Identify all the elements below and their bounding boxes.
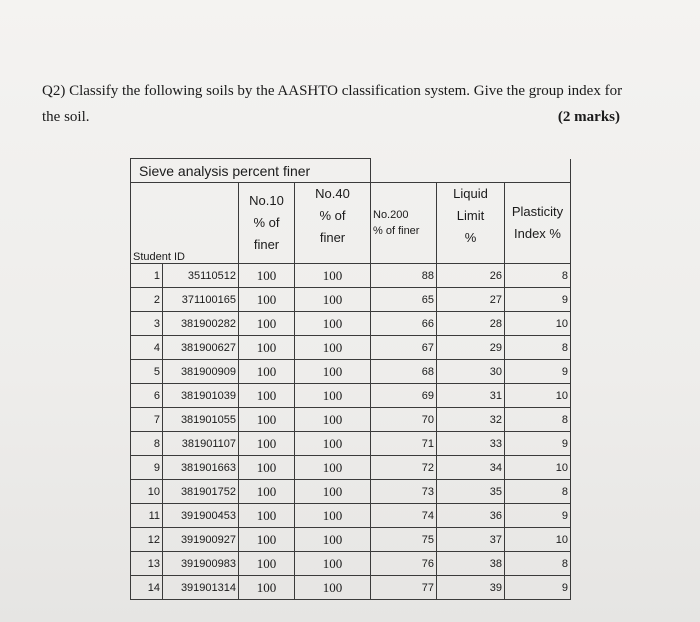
no10-value: 100 [239,432,295,456]
liquid-limit-value: 32 [437,408,505,432]
liquid-limit-value: 35 [437,480,505,504]
question-line-1: Q2) Classify the following soils by the AASHTO classification system. Give the group index for [42,83,623,99]
table-row [131,408,571,432]
no40-value: 100 [295,384,371,408]
no10-value: 100 [239,312,295,336]
table-row [131,576,571,600]
table-row [131,288,571,312]
plasticity-index-value: 10 [505,528,571,552]
no10-value: 100 [239,288,295,312]
no200-value: 74 [371,504,437,528]
liquid-limit-value: 34 [437,456,505,480]
no200-value: 77 [371,576,437,600]
liquid-header-2: Limit [456,208,485,223]
question-text [42,78,642,130]
plasticity-header-1: Plasticity [511,204,564,219]
plasticity-index-value: 9 [505,504,571,528]
no40-header-3: finer [319,230,346,245]
no200-value: 67 [371,336,437,360]
student-id: 381901107 [163,432,239,456]
liquid-header-1: Liquid [453,186,488,201]
student-id-label: Student ID [133,251,185,263]
no200-value: 70 [371,408,437,432]
no40-value: 100 [295,264,371,288]
no10-header-2: % of [253,215,280,230]
plasticity-header-2: Index % [514,226,561,241]
no10-value: 100 [239,504,295,528]
row-number: 11 [131,504,163,528]
row-number: 10 [131,480,163,504]
no40-value: 100 [295,576,371,600]
student-id: 381900282 [163,312,239,336]
no200-header-2: % of finer [373,225,420,237]
no40-value: 100 [295,432,371,456]
plasticity-index-value: 10 [505,456,571,480]
no10-value: 100 [239,528,295,552]
student-id: 391900983 [163,552,239,576]
liquid-limit-value: 28 [437,312,505,336]
liquid-limit-value: 27 [437,288,505,312]
liquid-limit-header [437,183,505,264]
row-number: 9 [131,456,163,480]
row-number: 4 [131,336,163,360]
row-number: 13 [131,552,163,576]
table-row [131,312,571,336]
table-row [131,456,571,480]
no10-value: 100 [239,456,295,480]
liquid-limit-value: 30 [437,360,505,384]
no10-header-1: No.10 [249,193,284,208]
row-number: 14 [131,576,163,600]
liquid-limit-value: 37 [437,528,505,552]
student-id: 381900627 [163,336,239,360]
table-row [131,528,571,552]
no10-value: 100 [239,552,295,576]
liquid-limit-value: 38 [437,552,505,576]
table-title: Sieve analysis percent finer [131,159,371,183]
no40-header [295,183,371,264]
no40-value: 100 [295,336,371,360]
no200-value: 75 [371,528,437,552]
plasticity-index-value: 8 [505,336,571,360]
question-line-2-text: the soil. [42,109,90,125]
student-id: 391901314 [163,576,239,600]
no200-value: 76 [371,552,437,576]
no200-value: 88 [371,264,437,288]
plasticity-index-value: 9 [505,432,571,456]
row-number: 7 [131,408,163,432]
no200-value: 73 [371,480,437,504]
liquid-limit-value: 36 [437,504,505,528]
row-number: 2 [131,288,163,312]
no40-header-2: % of [319,208,346,223]
no40-value: 100 [295,360,371,384]
no10-value: 100 [239,264,295,288]
student-id: 35110512 [163,264,239,288]
student-id: 391900453 [163,504,239,528]
no200-header-1: No.200 [373,209,409,221]
question-line-2 [42,104,620,130]
no10-value: 100 [239,360,295,384]
no40-value: 100 [295,408,371,432]
liquid-limit-value: 39 [437,576,505,600]
row-number: 5 [131,360,163,384]
plasticity-index-value: 8 [505,264,571,288]
no10-value: 100 [239,336,295,360]
plasticity-index-value: 10 [505,384,571,408]
no40-value: 100 [295,480,371,504]
no200-value: 72 [371,456,437,480]
table-row [131,384,571,408]
plasticity-index-header [505,183,571,264]
no10-header [239,183,295,264]
no40-value: 100 [295,312,371,336]
row-number: 1 [131,264,163,288]
row-number: 3 [131,312,163,336]
table-row [131,504,571,528]
no200-header [371,183,437,264]
liquid-header-3: % [464,230,477,245]
liquid-limit-value: 26 [437,264,505,288]
question-marks: (2 marks) [557,109,620,125]
student-id: 381900909 [163,360,239,384]
student-id: 381901663 [163,456,239,480]
plasticity-index-value: 10 [505,312,571,336]
no200-value: 66 [371,312,437,336]
liquid-limit-value: 29 [437,336,505,360]
liquid-limit-value: 33 [437,432,505,456]
plasticity-index-value: 8 [505,480,571,504]
no40-value: 100 [295,528,371,552]
table-row [131,552,571,576]
soil-table-body [131,159,571,600]
student-id: 381901039 [163,384,239,408]
no200-value: 65 [371,288,437,312]
table-row [131,480,571,504]
no200-value: 68 [371,360,437,384]
student-id: 381901055 [163,408,239,432]
plasticity-index-value: 9 [505,360,571,384]
no40-value: 100 [295,288,371,312]
soil-data-sheet [130,158,571,600]
table-header-row [131,183,571,264]
no10-value: 100 [239,408,295,432]
table-row [131,264,571,288]
row-number: 12 [131,528,163,552]
table-row [131,336,571,360]
row-number: 6 [131,384,163,408]
no10-value: 100 [239,576,295,600]
table-row [131,360,571,384]
plasticity-index-value: 9 [505,576,571,600]
table-row [131,432,571,456]
student-id: 391900927 [163,528,239,552]
soil-table [130,158,571,600]
plasticity-index-value: 9 [505,288,571,312]
no40-value: 100 [295,456,371,480]
no200-value: 71 [371,432,437,456]
row-number: 8 [131,432,163,456]
table-title-row [131,159,571,183]
no10-value: 100 [239,384,295,408]
no40-header-1: No.40 [315,186,350,201]
plasticity-index-value: 8 [505,552,571,576]
student-id-header [131,183,239,264]
no10-header-3: finer [253,237,280,252]
no200-value: 69 [371,384,437,408]
student-id: 381901752 [163,480,239,504]
liquid-limit-value: 31 [437,384,505,408]
no40-value: 100 [295,552,371,576]
plasticity-index-value: 8 [505,408,571,432]
student-id: 371100165 [163,288,239,312]
no40-value: 100 [295,504,371,528]
no10-value: 100 [239,480,295,504]
